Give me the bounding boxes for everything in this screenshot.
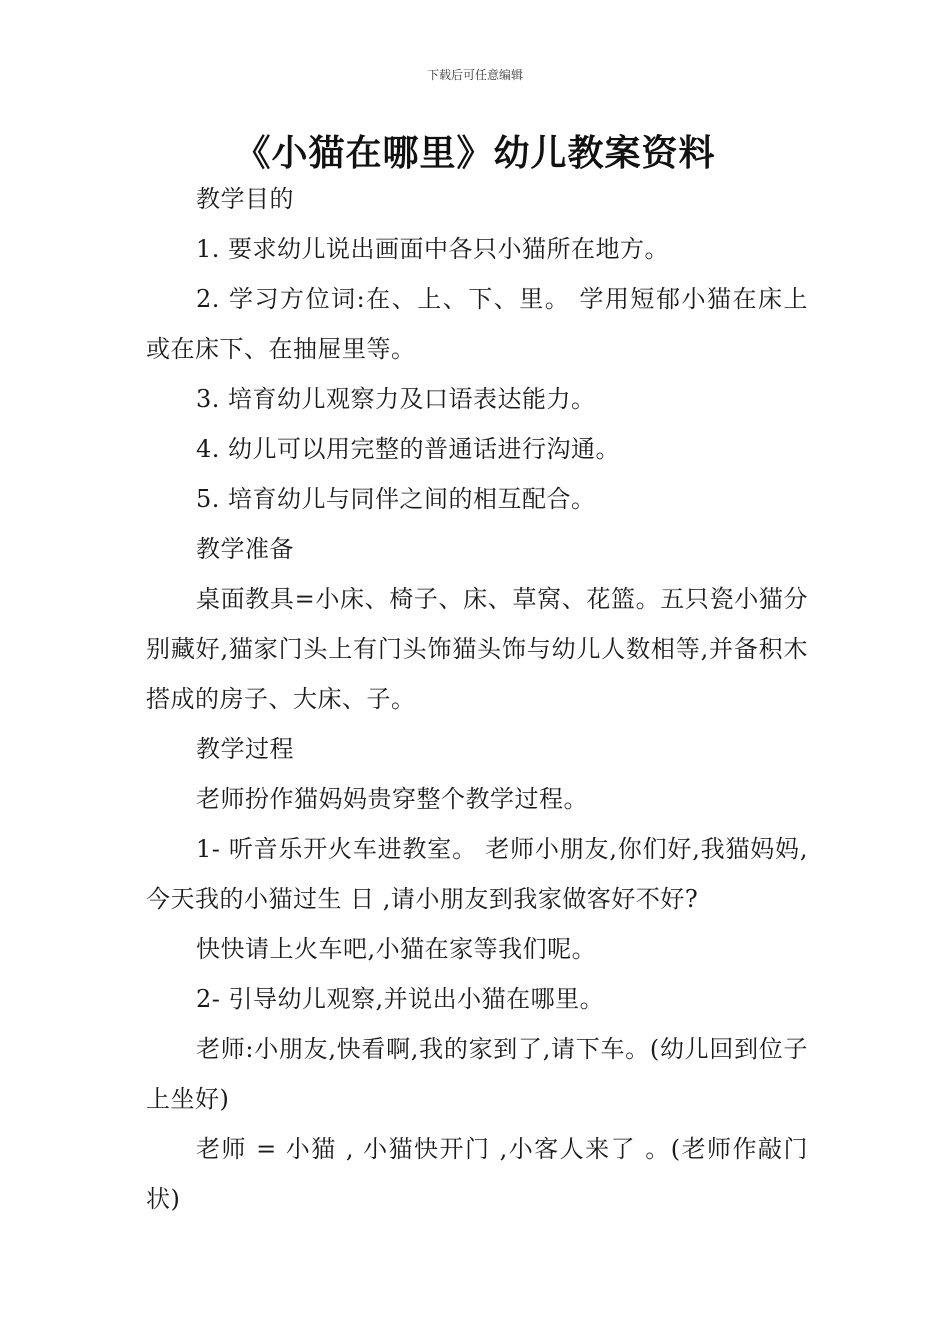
process-dialogue-2: 老师 = 小猫 , 小猫快开门 ,小客人来了 。(老师作敲门状) xyxy=(146,1135,808,1213)
heading-teaching-preparation: 教学准备 xyxy=(196,535,294,563)
heading-teaching-process: 教学过程 xyxy=(196,735,294,763)
goal-item-4: 4. 幼儿可以用完整的普通话进行沟通。 xyxy=(196,435,621,463)
process-dialogue-1: 老师:小朋友,快看啊,我的家到了,请下车。(幼儿回到位子上坐好) xyxy=(146,1035,808,1113)
process-step-1-continued: 快快请上火车吧,小猫在家等我们呢。 xyxy=(196,935,597,963)
goal-item-5: 5. 培育幼儿与同伴之间的相互配合。 xyxy=(196,485,596,513)
heading-teaching-goals: 教学目的 xyxy=(196,185,294,213)
process-step-1: 1- 听音乐开火车进教室。 老师小朋友,你们好,我猫妈妈,今天我的小猫过生 日 ,请小朋友到我家做客好不好? xyxy=(146,835,808,913)
header-note: 下载后可任意编辑 xyxy=(426,68,523,82)
preparation-text: 桌面教具=小床、椅子、床、草窝、花篮。五只瓷小猫分别藏好,猫家门头上有门头饰猫头饰与幼儿人数相等,并备积木搭成的房子、大床、子。 xyxy=(146,585,808,713)
process-intro: 老师扮作猫妈妈贵穿整个教学过程。 xyxy=(196,785,588,813)
goal-item-3: 3. 培育幼儿观察力及口语表达能力。 xyxy=(196,385,596,413)
document-title: 《小猫在哪里》幼儿教案资料 xyxy=(234,133,716,174)
process-step-2: 2- 引导幼儿观察,并说出小猫在哪里。 xyxy=(196,985,605,1013)
goal-item-2: 2. 学习方位词:在、上、下、里。 学用短郁小猫在床上或在床下、在抽屉里等。 xyxy=(146,285,808,363)
document-body xyxy=(146,174,808,1224)
goal-item-1: 1. 要求幼儿说出画面中各只小猫所在地方。 xyxy=(196,235,670,263)
